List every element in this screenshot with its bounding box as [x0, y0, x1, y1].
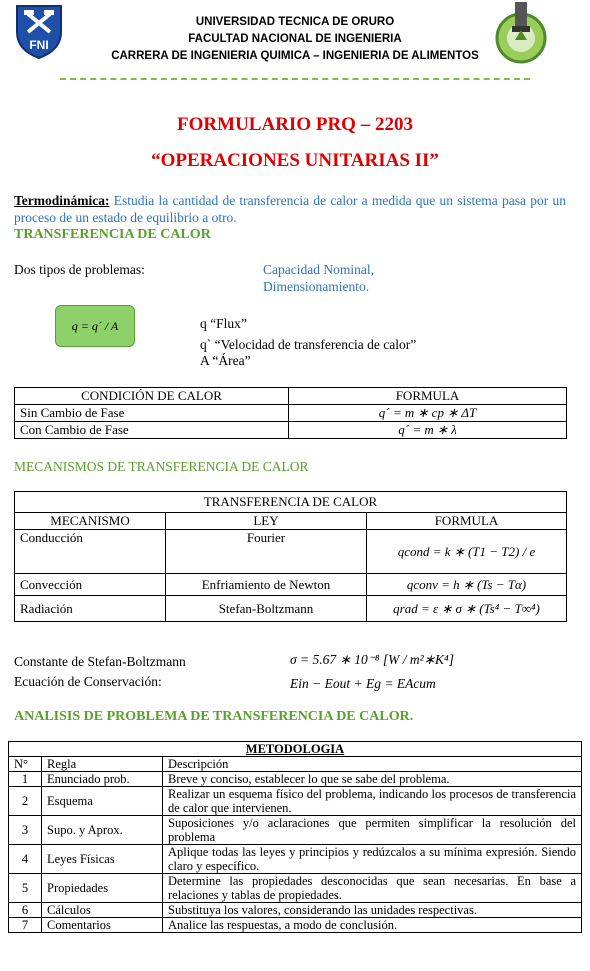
row-description: Substituya los valores, considerando las unidades respectivas. — [163, 903, 582, 918]
conservation-value: Ein − Eout + Eg = EAcum — [290, 676, 436, 691]
col-number: N° — [9, 757, 42, 772]
mechanism-cell: Conducción — [15, 530, 166, 574]
row-rule: Esquema — [42, 787, 163, 816]
thermo-definition — [14, 192, 566, 226]
problem-type-2: Dimensionamiento. — [263, 279, 370, 294]
table-row — [9, 918, 582, 933]
col-condition: CONDICIÓN DE CALOR — [15, 388, 289, 405]
faculty-name: FACULTAD NACIONAL DE INGENIERIA — [188, 33, 402, 45]
row-number: 7 — [9, 918, 42, 933]
row-number: 4 — [9, 845, 42, 874]
flux-formula-box: q = q´ / A — [55, 305, 135, 347]
col-rule: Regla — [42, 757, 163, 772]
page-subtitle: “OPERACIONES UNITARIAS II” — [151, 150, 439, 171]
formula-cell: qcond = k ∗ (T1 − T2) / e — [397, 543, 536, 559]
row-number: 5 — [9, 874, 42, 903]
definition-rate: q` “Velocidad de transferencia de calor” — [200, 337, 417, 352]
row-number: 6 — [9, 903, 42, 918]
law-cell: Stefan-Boltzmann — [166, 596, 367, 622]
university-name: UNIVERSIDAD TECNICA DE ORURO — [195, 16, 395, 28]
heading-mechanisms: MECANISMOS DE TRANSFERENCIA DE CALOR — [14, 459, 309, 474]
row-number: 1 — [9, 772, 42, 787]
row-rule: Leyes Físicas — [42, 845, 163, 874]
thermo-text: Estudia la cantidad de transferencia de calor a medida que un sistema pasa por un proceso de un estado de equilibrio a otro. — [14, 193, 567, 225]
mechanism-cell: Convección — [15, 574, 166, 596]
definition-flux: q “Flux” — [200, 316, 247, 331]
law-cell: Enfriamiento de Newton — [166, 574, 367, 596]
heading-heat-transfer: TRANSFERENCIA DE CALOR — [14, 227, 211, 242]
formula-cell: q´ = m ∗ λ — [398, 422, 457, 437]
law-cell: Fourier — [166, 530, 367, 574]
conservation-label: Ecuación de Conservación: — [14, 674, 162, 689]
problem-type-1: Capacidad Nominal, — [263, 262, 374, 277]
col-law: LEY — [166, 513, 367, 530]
row-rule: Propiedades — [42, 874, 163, 903]
mechanism-table-title: TRANSFERENCIA DE CALOR — [15, 492, 567, 513]
mechanism-cell: Radiación — [15, 596, 166, 622]
row-description: Aplique todas las leyes y principios y redúzcalos a su mínima expresión. Siendo claro y específico. — [163, 845, 582, 874]
heading-analysis: ANALISIS DE PROBLEMA DE TRANSFERENCIA DE CALOR. — [14, 709, 414, 724]
table-row — [15, 530, 567, 574]
row-number: 3 — [9, 816, 42, 845]
table-row — [9, 772, 582, 787]
header-divider — [60, 78, 530, 80]
row-description: Determine las propiedades desconocidas que sean necesarias. En base a relaciones y tablas de propiedades. — [163, 874, 582, 903]
table-row — [9, 874, 582, 903]
table-row — [15, 574, 567, 596]
row-rule: Enunciado prob. — [42, 772, 163, 787]
col-formula: FORMULA — [367, 513, 567, 530]
table-row — [9, 816, 582, 845]
svg-text:FNI: FNI — [29, 38, 49, 52]
row-description: Analice las respuestas, a modo de conclusión. — [163, 918, 582, 933]
formula-cell: qrad = ε ∗ σ ∗ (Ts⁴ − T∞⁴) — [393, 600, 540, 616]
col-formula: FORMULA — [289, 388, 567, 405]
methodology-title: METODOLOGIA — [9, 742, 582, 757]
row-description: Realizar un esquema físico del problema, indicando los procesos de transferencia de calor que intervienen. — [163, 787, 582, 816]
table-row — [15, 596, 567, 622]
col-description: Descripción — [163, 757, 582, 772]
condition-cell: Con Cambio de Fase — [15, 422, 289, 439]
table-row — [9, 903, 582, 918]
row-rule: Cálculos — [42, 903, 163, 918]
row-description: Suposiciones y/o aclaraciones que permiten simplificar la resolución del problema — [163, 816, 582, 845]
definition-area: A “Área” — [200, 353, 251, 368]
formula-cell: q´ = m ∗ cp ∗ ΔT — [378, 405, 477, 420]
row-rule: Supo. y Aprox. — [42, 816, 163, 845]
table-row — [15, 422, 567, 439]
page-title: FORMULARIO PRQ – 2203 — [177, 114, 413, 135]
stefan-label: Constante de Stefan-Boltzmann — [14, 654, 186, 669]
col-mechanism: MECANISMO — [15, 513, 166, 530]
methodology-table — [8, 741, 582, 933]
career-name: CARRERA DE INGENIERIA QUIMICA – INGENIERIA DE ALIMENTOS — [111, 50, 479, 62]
condition-table — [14, 387, 567, 439]
row-number: 2 — [9, 787, 42, 816]
formula-cell: qconv = h ∗ (Ts − Tα) — [406, 576, 527, 592]
row-description: Breve y conciso, establecer lo que se sabe del problema. — [163, 772, 582, 787]
row-rule: Comentarios — [42, 918, 163, 933]
problems-label: Dos tipos de problemas: — [14, 262, 145, 277]
table-row — [9, 845, 582, 874]
table-row — [15, 405, 567, 422]
table-row — [9, 787, 582, 816]
condition-cell: Sin Cambio de Fase — [15, 405, 289, 422]
stefan-value: σ = 5.67 ∗ 10⁻⁸ [W / m²∗K⁴] — [290, 652, 454, 667]
mechanism-table — [14, 491, 567, 622]
thermo-term: Termodinámica: — [14, 193, 110, 208]
